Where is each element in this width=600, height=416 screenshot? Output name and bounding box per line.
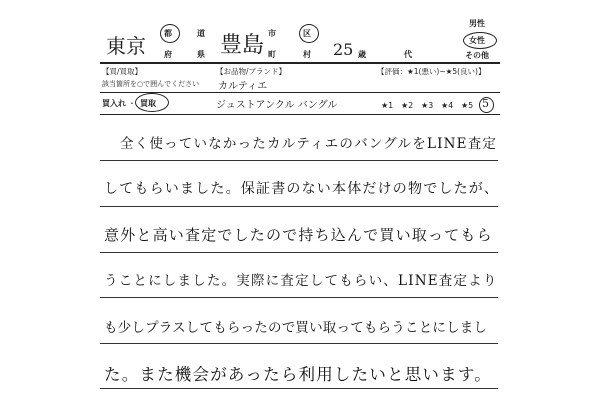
purchase-label: 買入れ	[102, 99, 126, 108]
header-rule	[100, 62, 500, 64]
prefecture-option-do: 道	[197, 29, 205, 38]
purchase-selected: 買取	[140, 99, 156, 108]
city-option-son: 村	[303, 50, 311, 59]
prefecture-option-to: 都	[164, 29, 172, 38]
ruled-line	[100, 297, 498, 298]
prefecture-option-ken: 県	[197, 50, 205, 59]
age-value: 25	[333, 40, 354, 59]
city-option-ku: 区	[303, 29, 311, 38]
review-line: 全く使っていなかったカルティエのバングルをLINE査定	[120, 136, 498, 152]
item-header: 【お品物/ブランド】	[216, 67, 287, 76]
rating-star-5: ★5	[461, 101, 474, 110]
gender-option-other: その他	[465, 51, 489, 60]
city-option-shi: 市	[268, 29, 276, 38]
rating-selected-value: 5	[482, 97, 489, 110]
item-name-value: ジュストアンクル バングル	[216, 100, 338, 111]
rating-header: 【評価：★1(悪い)~★5(良い)】	[377, 67, 486, 76]
review-line: うことにしました。実際に査定してもらい、LINE査定より	[104, 273, 498, 289]
prefecture-value: 東京	[106, 34, 146, 58]
ruled-line	[100, 252, 498, 253]
instruction-text: 該当箇所を○で囲んでください	[102, 80, 200, 88]
prefecture-option-fu: 府	[164, 50, 172, 59]
rating-star-4: ★4	[441, 101, 454, 110]
purchase-separator: ・	[128, 99, 136, 108]
review-line: た。また機会があったら利用したいと思います。	[104, 365, 492, 384]
rating-star-3: ★3	[421, 101, 434, 110]
form-mid-rule	[100, 92, 500, 93]
gender-option-male: 男性	[469, 19, 485, 28]
gender-option-female: 女性	[469, 36, 485, 45]
city-option-cho: 町	[268, 50, 276, 59]
review-line: も少しプラスしてもらったので買い取ってもらうことにしまし	[104, 320, 488, 336]
type-header: 【買/買取】	[102, 67, 143, 76]
review-line: 意外と高い査定でしたので持ち込んで買い取ってもら	[104, 226, 493, 244]
form-bottom-rule	[100, 114, 500, 115]
ruled-line	[100, 160, 498, 161]
generation-label: 代	[404, 50, 412, 59]
ruled-line	[100, 343, 498, 344]
review-line: してもらいました。保証書のない本体だけの物でしたが、	[104, 181, 500, 197]
rating-star-2: ★2	[401, 101, 414, 110]
age-label: 歳	[358, 50, 366, 59]
ruled-line	[100, 388, 498, 389]
city-value: 豊島	[220, 33, 265, 58]
rating-star-1: ★1	[381, 101, 394, 110]
brand-value: カルティエ	[218, 81, 268, 92]
ruled-line	[100, 206, 498, 207]
